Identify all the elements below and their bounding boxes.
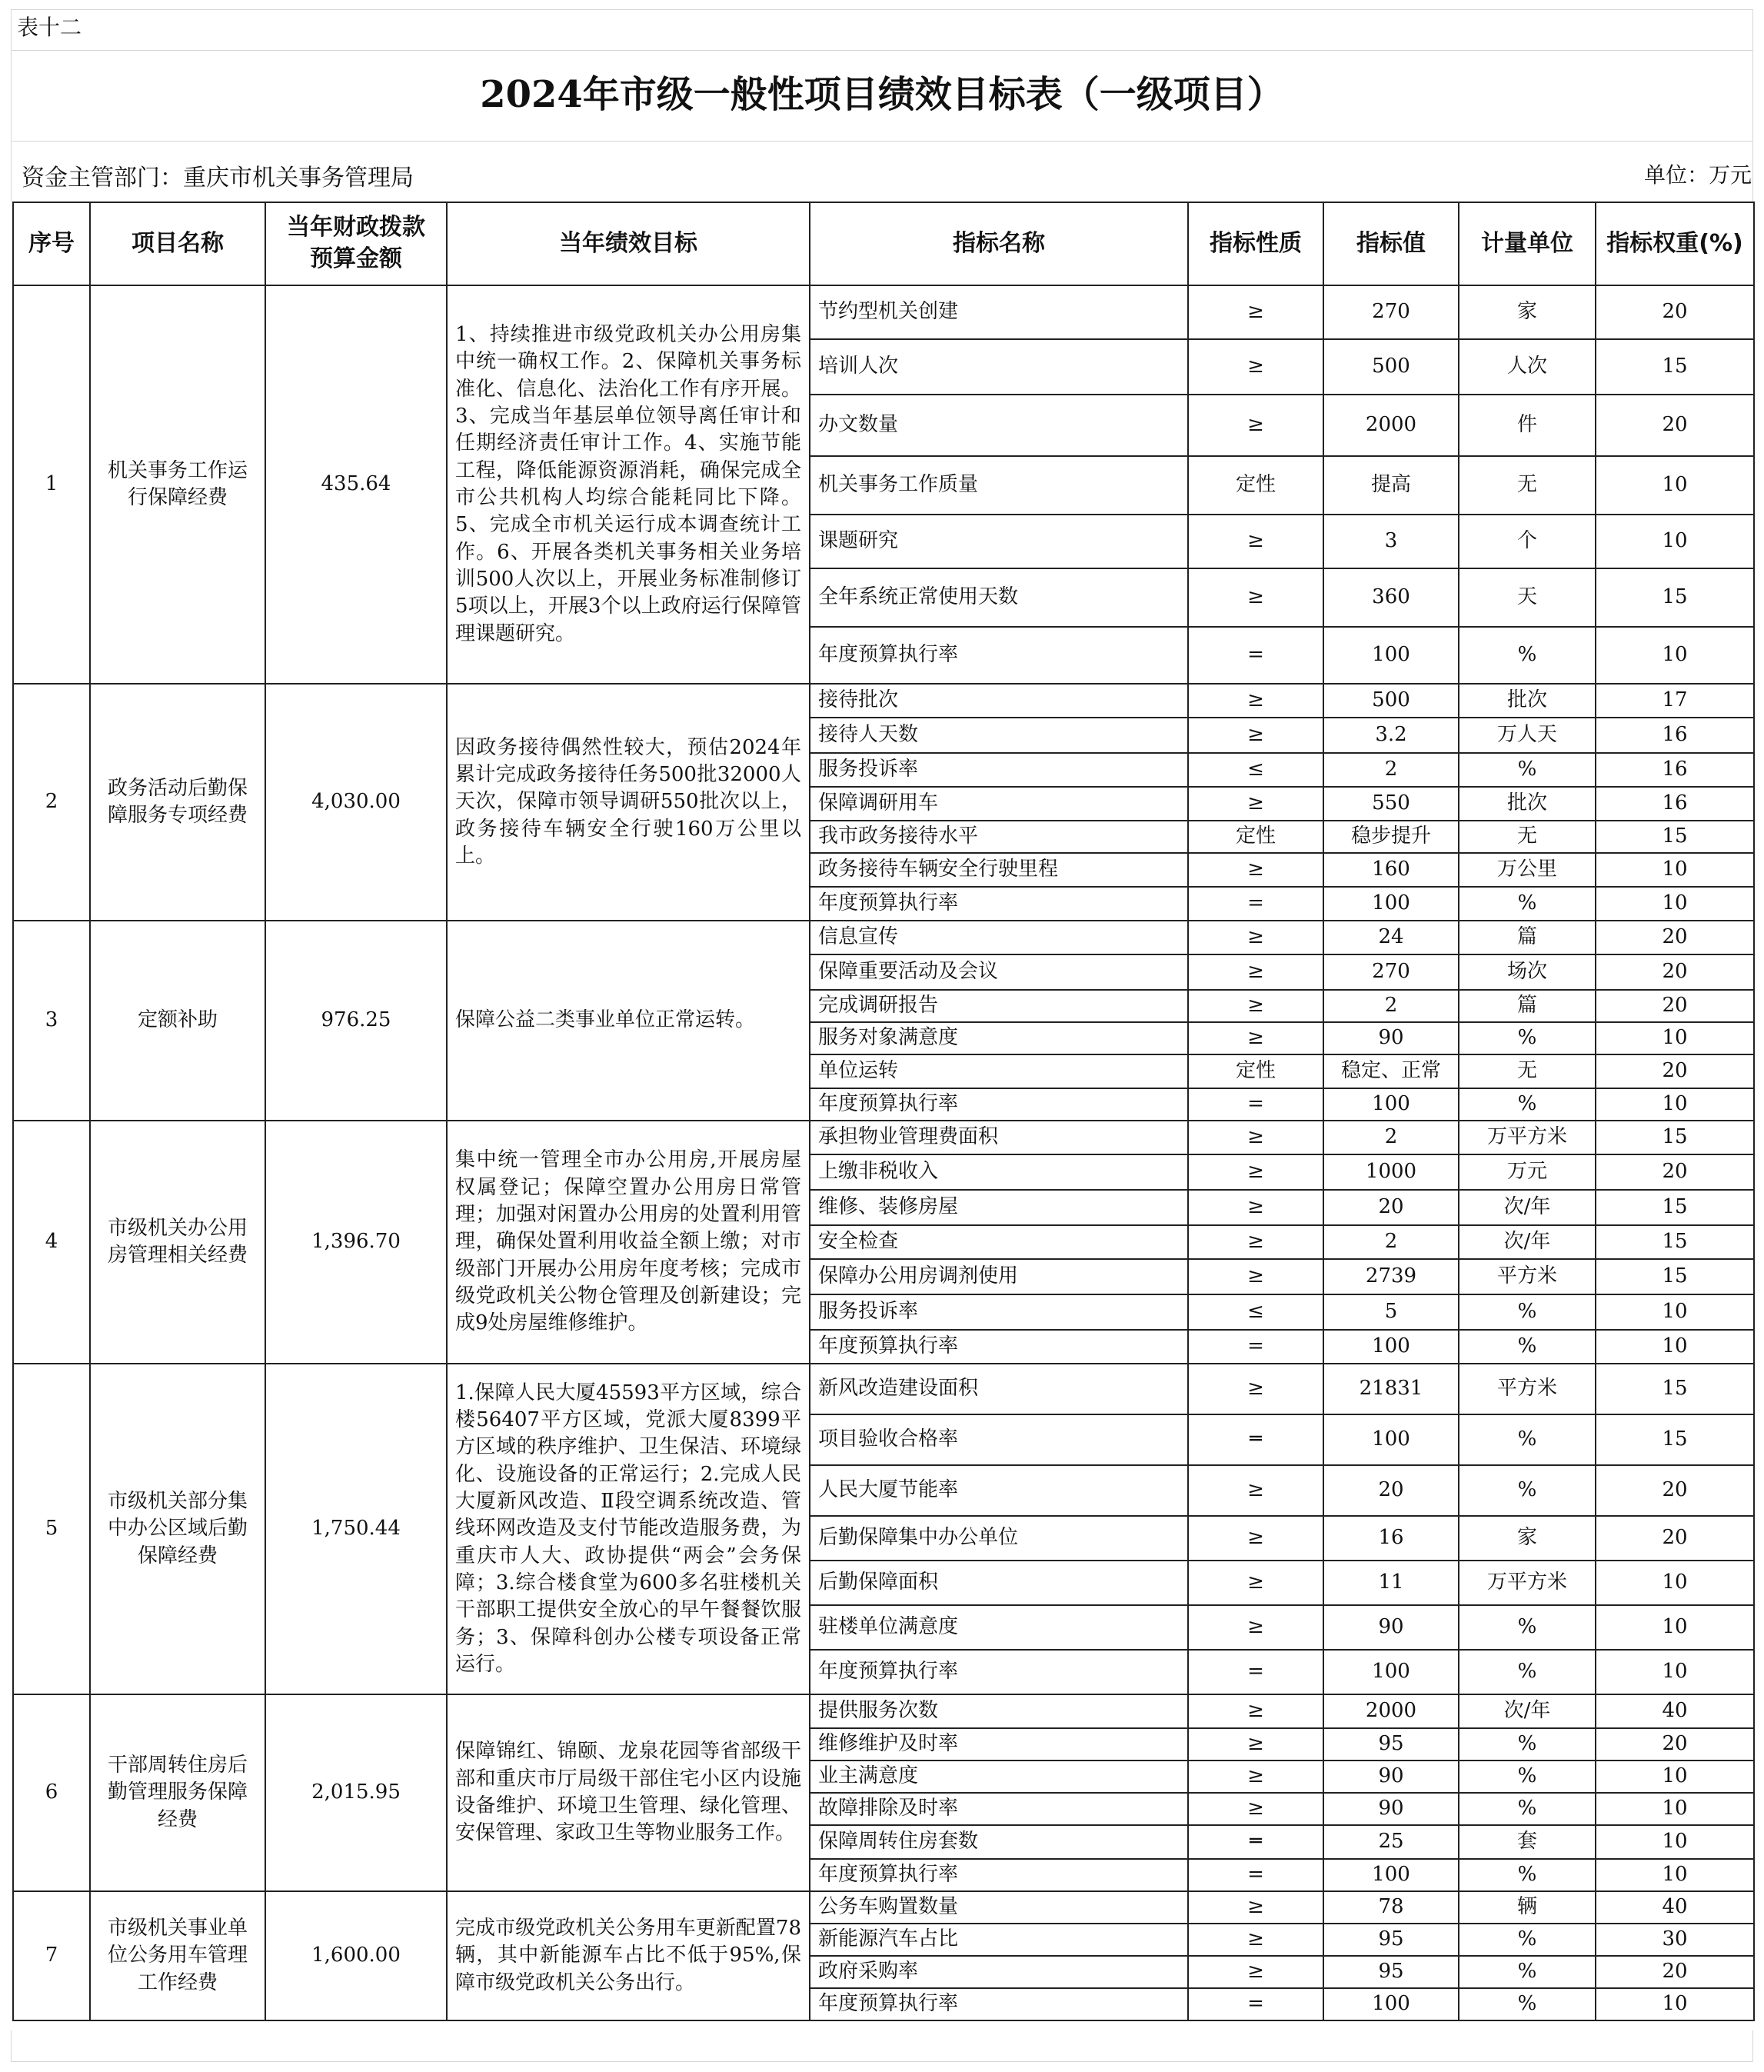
indicator-value: 21831 bbox=[1323, 1364, 1459, 1414]
indicator-name: 信息宣传 bbox=[810, 921, 1188, 954]
indicator-name: 机关事务工作质量 bbox=[810, 456, 1188, 515]
page-title: 2024年市级一般性项目绩效目标表（一级项目） bbox=[480, 73, 1284, 116]
indicator-nature: ≥ bbox=[1188, 1154, 1323, 1190]
project-goal: 1、持续推进市级党政机关办公用房集中统一确权工作。2、保障机关事务标准化、信息化、法治化工作有序开展。3、完成当年基层单位领导离任审计和任期经济责任审计工作。4、实施节能工程，降低能源资源消耗，确保完成全市公共机构人均综合能耗同比下降。5、完成全市机关运行成本调查统计工作。6、开展各类机关事务相关业务培训500人次以上，开展业务标准制修订5项以上，开展3个以上政府运行保障管理课题研究。 bbox=[447, 285, 810, 684]
indicator-weight: 10 bbox=[1596, 627, 1754, 684]
indicator-unit: 万人天 bbox=[1459, 718, 1596, 753]
indicator-value: 20 bbox=[1323, 1465, 1459, 1516]
indicator-unit: % bbox=[1459, 1330, 1596, 1364]
indicator-name: 业主满意度 bbox=[810, 1761, 1188, 1793]
indicator-weight: 10 bbox=[1596, 1605, 1754, 1650]
indicator-unit: 场次 bbox=[1459, 954, 1596, 990]
indicator-value: 3 bbox=[1323, 515, 1459, 568]
indicator-value: 270 bbox=[1323, 285, 1459, 339]
indicator-value: 24 bbox=[1323, 921, 1459, 954]
indicator-value: 90 bbox=[1323, 1022, 1459, 1054]
header-weight: 指标权重(%) bbox=[1596, 202, 1754, 285]
indicator-weight: 15 bbox=[1596, 1259, 1754, 1294]
indicator-weight: 10 bbox=[1596, 1825, 1754, 1859]
indicator-name: 年度预算执行率 bbox=[810, 887, 1188, 921]
indicator-name: 接待批次 bbox=[810, 684, 1188, 718]
indicator-value: 160 bbox=[1323, 853, 1459, 887]
indicator-unit: 件 bbox=[1459, 395, 1596, 456]
indicator-name: 服务对象满意度 bbox=[810, 1022, 1188, 1054]
indicator-weight: 20 bbox=[1596, 921, 1754, 954]
indicator-weight: 40 bbox=[1596, 1694, 1754, 1728]
project-goal: 1.保障人民大厦45593平方区域，综合楼56407平方区域，党派大厦8399平方区域的秩序维护、卫生保洁、环境绿化、设施设备的正常运行；2.完成人民大厦新风改造、Ⅱ段空调系统改造、管线环网改造及支付节能改造服务费，为重庆市人大、政协提供“两会”会务保障；3.综合楼食堂为600多名驻楼机关干部职工提供安全放心的早午餐餐饮服务；3、保障科创办公楼专项设备正常运行。 bbox=[447, 1364, 810, 1694]
project-no: 3 bbox=[13, 921, 90, 1121]
indicator-nature: ≥ bbox=[1188, 1728, 1323, 1761]
indicator-weight: 40 bbox=[1596, 1891, 1754, 1924]
indicator-value: 2000 bbox=[1323, 395, 1459, 456]
indicator-value: 90 bbox=[1323, 1761, 1459, 1793]
indicator-name: 年度预算执行率 bbox=[810, 1650, 1188, 1694]
indicator-weight: 20 bbox=[1596, 285, 1754, 339]
indicator-unit: 次/年 bbox=[1459, 1225, 1596, 1259]
indicator-name: 保障调研用车 bbox=[810, 787, 1188, 821]
indicator-weight: 20 bbox=[1596, 1728, 1754, 1761]
indicator-weight: 20 bbox=[1596, 395, 1754, 456]
table-row bbox=[13, 684, 1754, 718]
indicator-nature: ≥ bbox=[1188, 1694, 1323, 1728]
indicator-name: 服务投诉率 bbox=[810, 753, 1188, 787]
indicator-value: 78 bbox=[1323, 1891, 1459, 1924]
indicator-value: 100 bbox=[1323, 1414, 1459, 1465]
project-amount: 1,750.44 bbox=[265, 1364, 447, 1694]
indicator-name: 人民大厦节能率 bbox=[810, 1465, 1188, 1516]
indicator-value: 100 bbox=[1323, 1650, 1459, 1694]
indicator-weight: 10 bbox=[1596, 853, 1754, 887]
indicator-name: 课题研究 bbox=[810, 515, 1188, 568]
indicator-unit: % bbox=[1459, 887, 1596, 921]
table-body bbox=[13, 285, 1754, 2020]
indicator-nature: ≤ bbox=[1188, 753, 1323, 787]
indicator-nature: = bbox=[1188, 1088, 1323, 1121]
indicator-value: 2 bbox=[1323, 1225, 1459, 1259]
indicator-weight: 10 bbox=[1596, 456, 1754, 515]
indicator-unit: % bbox=[1459, 1605, 1596, 1650]
project-amount: 4,030.00 bbox=[265, 684, 447, 921]
indicator-unit: % bbox=[1459, 1988, 1596, 2020]
indicator-unit: % bbox=[1459, 1294, 1596, 1330]
header-indicator-value: 指标值 bbox=[1323, 202, 1459, 285]
indicator-value: 25 bbox=[1323, 1825, 1459, 1859]
indicator-value: 500 bbox=[1323, 684, 1459, 718]
indicator-nature: ═ bbox=[1188, 1414, 1323, 1465]
project-no: 5 bbox=[13, 1364, 90, 1694]
indicator-unit: 个 bbox=[1459, 515, 1596, 568]
indicator-nature: ≥ bbox=[1188, 1364, 1323, 1414]
indicator-name: 接待人天数 bbox=[810, 718, 1188, 753]
indicator-weight: 16 bbox=[1596, 787, 1754, 821]
project-name: 市级机关办公用房管理相关经费 bbox=[90, 1121, 265, 1364]
indicator-name: 全年系统正常使用天数 bbox=[810, 568, 1188, 627]
indicator-unit: 次/年 bbox=[1459, 1190, 1596, 1225]
indicator-weight: 10 bbox=[1596, 1761, 1754, 1793]
project-no: 7 bbox=[13, 1891, 90, 2020]
table-row bbox=[13, 1694, 1754, 1728]
indicator-value: 95 bbox=[1323, 1956, 1459, 1988]
table-row bbox=[13, 1364, 1754, 1414]
indicator-name: 安全检查 bbox=[810, 1225, 1188, 1259]
project-goal: 集中统一管理全市办公用房,开展房屋权属登记；保障空置办公用房日常管理；加强对闲置办公用房的处置利用管理，确保处置利用收益全额上缴；对市级部门开展办公用房年度考核；完成市级党政机关公物仓管理及创新建设；完成9处房屋维修维护。 bbox=[447, 1121, 810, 1364]
header-project-name: 项目名称 bbox=[90, 202, 265, 285]
indicator-weight: 15 bbox=[1596, 1364, 1754, 1414]
indicator-nature: ≥ bbox=[1188, 990, 1323, 1022]
indicator-nature: ≥ bbox=[1188, 1793, 1323, 1825]
indicator-nature: ≥ bbox=[1188, 1561, 1323, 1605]
indicator-nature: = bbox=[1188, 1988, 1323, 2020]
project-goal: 完成市级党政机关公务用车更新配置78辆，其中新能源车占比不低于95%,保障市级党政机关公务出行。 bbox=[447, 1891, 810, 2020]
indicator-weight: 10 bbox=[1596, 1330, 1754, 1364]
indicator-weight: 10 bbox=[1596, 1988, 1754, 2020]
performance-table bbox=[12, 202, 1755, 2021]
unit-label: 单位：万元 bbox=[1643, 162, 1752, 188]
table-row bbox=[13, 921, 1754, 954]
indicator-value: 95 bbox=[1323, 1728, 1459, 1761]
indicator-nature: ≥ bbox=[1188, 718, 1323, 753]
table-row bbox=[13, 285, 1754, 339]
indicator-unit: 平方米 bbox=[1459, 1364, 1596, 1414]
indicator-unit: 篇 bbox=[1459, 990, 1596, 1022]
indicator-name: 单位运转 bbox=[810, 1054, 1188, 1088]
indicator-name: 保障周转住房套数 bbox=[810, 1825, 1188, 1859]
indicator-nature: ≥ bbox=[1188, 1924, 1323, 1956]
indicator-unit: 天 bbox=[1459, 568, 1596, 627]
project-no: 2 bbox=[13, 684, 90, 921]
indicator-value: 270 bbox=[1323, 954, 1459, 990]
indicator-nature: ≥ bbox=[1188, 684, 1323, 718]
indicator-weight: 10 bbox=[1596, 1294, 1754, 1330]
indicator-value: 100 bbox=[1323, 1330, 1459, 1364]
indicator-weight: 10 bbox=[1596, 1022, 1754, 1054]
indicator-value: 2 bbox=[1323, 1121, 1459, 1154]
indicator-nature: = bbox=[1188, 887, 1323, 921]
project-name: 市级机关事业单位公务用车管理工作经费 bbox=[90, 1891, 265, 2020]
indicator-weight: 15 bbox=[1596, 1414, 1754, 1465]
indicator-value: 2 bbox=[1323, 753, 1459, 787]
indicator-nature: ≥ bbox=[1188, 1259, 1323, 1294]
project-amount: 976.25 bbox=[265, 921, 447, 1121]
indicator-weight: 15 bbox=[1596, 1190, 1754, 1225]
indicator-name: 提供服务次数 bbox=[810, 1694, 1188, 1728]
indicator-name: 承担物业管理费面积 bbox=[810, 1121, 1188, 1154]
indicator-value: 11 bbox=[1323, 1561, 1459, 1605]
indicator-value: 95 bbox=[1323, 1924, 1459, 1956]
indicator-nature: ≥ bbox=[1188, 1190, 1323, 1225]
indicator-unit: % bbox=[1459, 753, 1596, 787]
indicator-name: 政务接待车辆安全行驶里程 bbox=[810, 853, 1188, 887]
header-no: 序号 bbox=[13, 202, 90, 285]
indicator-unit: 万平方米 bbox=[1459, 1561, 1596, 1605]
indicator-nature: ≥ bbox=[1188, 1956, 1323, 1988]
project-no: 1 bbox=[13, 285, 90, 684]
indicator-nature: ≥ bbox=[1188, 787, 1323, 821]
indicator-weight: 16 bbox=[1596, 753, 1754, 787]
indicator-nature: ≥ bbox=[1188, 1022, 1323, 1054]
indicator-weight: 20 bbox=[1596, 1465, 1754, 1516]
indicator-value: 90 bbox=[1323, 1605, 1459, 1650]
header-goal: 当年绩效目标 bbox=[447, 202, 810, 285]
indicator-nature: ≥ bbox=[1188, 285, 1323, 339]
indicator-name: 培训人次 bbox=[810, 339, 1188, 395]
indicator-value: 16 bbox=[1323, 1516, 1459, 1561]
indicator-unit: 人次 bbox=[1459, 339, 1596, 395]
indicator-name: 项目验收合格率 bbox=[810, 1414, 1188, 1465]
header-indicator-nature: 指标性质 bbox=[1188, 202, 1323, 285]
indicator-nature: ≥ bbox=[1188, 1761, 1323, 1793]
indicator-unit: % bbox=[1459, 1088, 1596, 1121]
indicator-nature: = bbox=[1188, 627, 1323, 684]
indicator-weight: 20 bbox=[1596, 1054, 1754, 1088]
indicator-unit: % bbox=[1459, 1793, 1596, 1825]
header-indicator-name: 指标名称 bbox=[810, 202, 1188, 285]
indicator-nature: ≥ bbox=[1188, 1891, 1323, 1924]
indicator-unit: 批次 bbox=[1459, 787, 1596, 821]
indicator-unit: % bbox=[1459, 1022, 1596, 1054]
header-measure-unit: 计量单位 bbox=[1459, 202, 1596, 285]
indicator-unit: 辆 bbox=[1459, 1891, 1596, 1924]
indicator-name: 维修维护及时率 bbox=[810, 1728, 1188, 1761]
indicator-unit: % bbox=[1459, 1924, 1596, 1956]
indicator-name: 服务投诉率 bbox=[810, 1294, 1188, 1330]
header-budget bbox=[265, 202, 447, 285]
indicator-name: 后勤保障面积 bbox=[810, 1561, 1188, 1605]
indicator-name: 驻楼单位满意度 bbox=[810, 1605, 1188, 1650]
table-row bbox=[13, 1891, 1754, 1924]
indicator-value: 100 bbox=[1323, 1988, 1459, 2020]
indicator-nature: ≤ bbox=[1188, 1294, 1323, 1330]
indicator-value: 3.2 bbox=[1323, 718, 1459, 753]
indicator-value: 稳定、正常 bbox=[1323, 1054, 1459, 1088]
indicator-value: 2739 bbox=[1323, 1259, 1459, 1294]
indicator-value: 1000 bbox=[1323, 1154, 1459, 1190]
indicator-nature: ≥ bbox=[1188, 1225, 1323, 1259]
indicator-unit: 套 bbox=[1459, 1825, 1596, 1859]
indicator-weight: 10 bbox=[1596, 515, 1754, 568]
indicator-unit: 无 bbox=[1459, 1054, 1596, 1088]
indicator-unit: 无 bbox=[1459, 821, 1596, 853]
project-goal: 保障公益二类事业单位正常运转。 bbox=[447, 921, 810, 1121]
project-goal: 因政务接待偶然性较大，预估2024年累计完成政务接待任务500批32000人天次，保障市领导调研550批次以上，政务接待车辆安全行驶160万公里以上。 bbox=[447, 684, 810, 921]
indicator-name: 完成调研报告 bbox=[810, 990, 1188, 1022]
indicator-value: 提高 bbox=[1323, 456, 1459, 515]
indicator-value: 100 bbox=[1323, 1859, 1459, 1891]
indicator-unit: % bbox=[1459, 1761, 1596, 1793]
project-name: 政务活动后勤保障服务专项经费 bbox=[90, 684, 265, 921]
indicator-unit: 篇 bbox=[1459, 921, 1596, 954]
indicator-name: 新能源汽车占比 bbox=[810, 1924, 1188, 1956]
indicator-name: 政府采购率 bbox=[810, 1956, 1188, 1988]
indicator-value: 100 bbox=[1323, 1088, 1459, 1121]
project-amount: 1,600.00 bbox=[265, 1891, 447, 2020]
indicator-nature: ≥ bbox=[1188, 339, 1323, 395]
indicator-unit: % bbox=[1459, 1728, 1596, 1761]
indicator-weight: 10 bbox=[1596, 1859, 1754, 1891]
indicator-value: 100 bbox=[1323, 887, 1459, 921]
project-amount: 435.64 bbox=[265, 285, 447, 684]
indicator-value: 5 bbox=[1323, 1294, 1459, 1330]
indicator-name: 保障重要活动及会议 bbox=[810, 954, 1188, 990]
indicator-unit: 万公里 bbox=[1459, 853, 1596, 887]
indicator-weight: 17 bbox=[1596, 684, 1754, 718]
indicator-nature: ≥ bbox=[1188, 395, 1323, 456]
indicator-weight: 15 bbox=[1596, 1121, 1754, 1154]
indicator-name: 公务车购置数量 bbox=[810, 1891, 1188, 1924]
indicator-nature: 定性 bbox=[1188, 821, 1323, 853]
indicator-name: 我市政务接待水平 bbox=[810, 821, 1188, 853]
indicator-weight: 16 bbox=[1596, 718, 1754, 753]
project-amount: 1,396.70 bbox=[265, 1121, 447, 1364]
project-goal: 保障锦红、锦颐、龙泉花园等省部级干部和重庆市厅局级干部住宅小区内设施设备维护、环境卫生管理、绿化管理、安保管理、家政卫生等物业服务工作。 bbox=[447, 1694, 810, 1891]
indicator-unit: 次/年 bbox=[1459, 1694, 1596, 1728]
indicator-weight: 15 bbox=[1596, 1225, 1754, 1259]
indicator-weight: 20 bbox=[1596, 1516, 1754, 1561]
project-name: 定额补助 bbox=[90, 921, 265, 1121]
indicator-unit: % bbox=[1459, 1956, 1596, 1988]
indicator-nature: ≥ bbox=[1188, 1121, 1323, 1154]
indicator-name: 年度预算执行率 bbox=[810, 1988, 1188, 2020]
indicator-name: 维修、装修房屋 bbox=[810, 1190, 1188, 1225]
indicator-name: 故障排除及时率 bbox=[810, 1793, 1188, 1825]
indicator-nature: ≥ bbox=[1188, 568, 1323, 627]
indicator-value: 550 bbox=[1323, 787, 1459, 821]
indicator-nature: ═ bbox=[1188, 1825, 1323, 1859]
indicator-name: 新风改造建设面积 bbox=[810, 1364, 1188, 1414]
indicator-value: 500 bbox=[1323, 339, 1459, 395]
indicator-unit: % bbox=[1459, 1859, 1596, 1891]
indicator-name: 年度预算执行率 bbox=[810, 1859, 1188, 1891]
indicator-value: 2000 bbox=[1323, 1694, 1459, 1728]
project-no: 6 bbox=[13, 1694, 90, 1891]
project-name: 干部周转住房后勤管理服务保障经费 bbox=[90, 1694, 265, 1891]
header-row bbox=[13, 202, 1754, 285]
indicator-unit: 平方米 bbox=[1459, 1259, 1596, 1294]
indicator-nature: 定性 bbox=[1188, 456, 1323, 515]
indicator-weight: 10 bbox=[1596, 887, 1754, 921]
indicator-nature: ≥ bbox=[1188, 921, 1323, 954]
indicator-weight: 20 bbox=[1596, 1154, 1754, 1190]
indicator-value: 100 bbox=[1323, 627, 1459, 684]
indicator-name: 后勤保障集中办公单位 bbox=[810, 1516, 1188, 1561]
indicator-name: 年度预算执行率 bbox=[810, 1088, 1188, 1121]
indicator-weight: 20 bbox=[1596, 954, 1754, 990]
project-name: 机关事务工作运行保障经费 bbox=[90, 285, 265, 684]
table-label: 表十二 bbox=[17, 15, 82, 40]
indicator-nature: ≥ bbox=[1188, 1605, 1323, 1650]
indicator-unit: % bbox=[1459, 627, 1596, 684]
department-label: 资金主管部门：重庆市机关事务管理局 bbox=[22, 165, 414, 192]
indicator-name: 节约型机关创建 bbox=[810, 285, 1188, 339]
indicator-name: 年度预算执行率 bbox=[810, 1330, 1188, 1364]
project-no: 4 bbox=[13, 1121, 90, 1364]
indicator-name: 保障办公用房调剂使用 bbox=[810, 1259, 1188, 1294]
indicator-nature: ≥ bbox=[1188, 1516, 1323, 1561]
indicator-unit: 家 bbox=[1459, 285, 1596, 339]
indicator-nature: = bbox=[1188, 1859, 1323, 1891]
indicator-unit: 批次 bbox=[1459, 684, 1596, 718]
indicator-name: 办文数量 bbox=[810, 395, 1188, 456]
indicator-nature: ≥ bbox=[1188, 853, 1323, 887]
project-name: 市级机关部分集中办公区域后勤保障经费 bbox=[90, 1364, 265, 1694]
indicator-unit: % bbox=[1459, 1465, 1596, 1516]
indicator-weight: 15 bbox=[1596, 339, 1754, 395]
indicator-weight: 15 bbox=[1596, 568, 1754, 627]
indicator-unit: % bbox=[1459, 1650, 1596, 1694]
table-row bbox=[13, 1121, 1754, 1154]
indicator-weight: 10 bbox=[1596, 1088, 1754, 1121]
indicator-value: 2 bbox=[1323, 990, 1459, 1022]
indicator-unit: % bbox=[1459, 1414, 1596, 1465]
indicator-unit: 万平方米 bbox=[1459, 1121, 1596, 1154]
indicator-value: 90 bbox=[1323, 1793, 1459, 1825]
indicator-nature: = bbox=[1188, 1650, 1323, 1694]
indicator-name: 年度预算执行率 bbox=[810, 627, 1188, 684]
indicator-weight: 20 bbox=[1596, 990, 1754, 1022]
project-amount: 2,015.95 bbox=[265, 1694, 447, 1891]
indicator-name: 上缴非税收入 bbox=[810, 1154, 1188, 1190]
indicator-weight: 20 bbox=[1596, 1956, 1754, 1988]
indicator-nature: 定性 bbox=[1188, 1054, 1323, 1088]
indicator-nature: = bbox=[1188, 1330, 1323, 1364]
indicator-weight: 10 bbox=[1596, 1561, 1754, 1605]
indicator-unit: 家 bbox=[1459, 1516, 1596, 1561]
indicator-nature: ≥ bbox=[1188, 954, 1323, 990]
spreadsheet-bottom-grid bbox=[11, 2030, 1753, 2062]
header-budget-text: 当年财政拨款预算金额 bbox=[287, 214, 425, 272]
indicator-unit: 万元 bbox=[1459, 1154, 1596, 1190]
indicator-value: 20 bbox=[1323, 1190, 1459, 1225]
indicator-nature: ≥ bbox=[1188, 1465, 1323, 1516]
indicator-weight: 10 bbox=[1596, 1650, 1754, 1694]
indicator-unit: 无 bbox=[1459, 456, 1596, 515]
indicator-weight: 15 bbox=[1596, 821, 1754, 853]
indicator-value: 360 bbox=[1323, 568, 1459, 627]
indicator-nature: ≥ bbox=[1188, 515, 1323, 568]
indicator-weight: 30 bbox=[1596, 1924, 1754, 1956]
indicator-weight: 10 bbox=[1596, 1793, 1754, 1825]
indicator-value: 稳步提升 bbox=[1323, 821, 1459, 853]
